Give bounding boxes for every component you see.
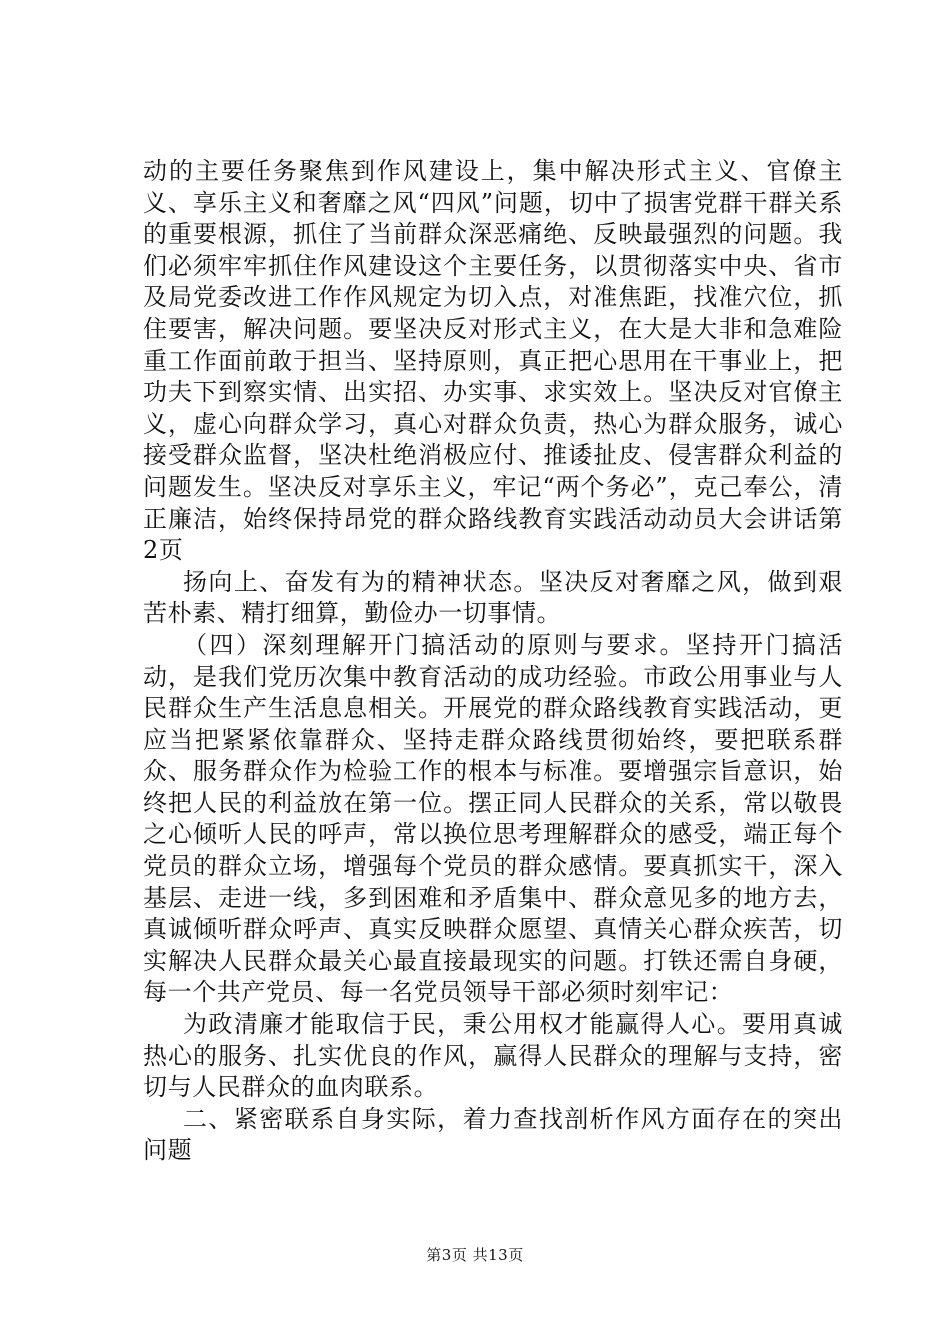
paragraph-3: （四）深刻理解开门搞活动的原则与要求。坚持开门搞活动，是我们党历次集中教育活动的成功经验。市政公用事业与人民群众生产生活息息相关。开展党的群众路线教育实践活动，更应当把紧紧依靠群众、坚持走群众路线贯彻始终，要把联系群众、服务群众作为检验工作的根本与标准。要增强宗旨意识，始终把人民的利益放在第一位。摆正同人民群众的关系，常以敬畏之心倾听人民的呼声，常以换位思考理解群众的感受，端正每个党员的群众立场，增强每个党员的群众感情。要真抓实干，深入基层、走进一线，多到困难和矛盾集中、群众意见多的地方去，真诚倾听群众呼声、真实反映群众愿望、真情关心群众疾苦，切实解决人民群众最关心最直接最现实的问题。打铁还需自身硬，每一个共产党员、每一名党员领导干部必须时刻牢记： [143, 630, 843, 1007]
page-footer: 第3页 共13页 [426, 1246, 524, 1264]
document-body [143, 156, 843, 1167]
paragraph-2: 扬向上、奋发有为的精神状态。坚决反对奢靡之风，做到艰苦朴素、精打细算，勤俭办一切事情。 [143, 567, 843, 628]
paragraph-1: 动的主要任务聚焦到作风建设上，集中解决形式主义、官僚主义、享乐主义和奢靡之风“四风”问题，切中了损害党群干群关系的重要根源，抓住了当前群众深恶痛绝、反映最强烈的问题。我们必须牢牢抓住作风建设这个主要任务，以贯彻落实中央、省市及局党委改进工作作风规定为切入点，对准焦距，找准穴位，抓住要害，解决问题。要坚决反对形式主义，在大是大非和急难险重工作面前敢于担当、坚持原则，真正把心思用在干事业上，把功夫下到察实情、出实招、办实事、求实效上。坚决反对官僚主义，虚心向群众学习，真心对群众负责，热心为群众服务，诚心接受群众监督，坚决杜绝消极应付、推诿扯皮、侵害群众利益的问题发生。坚决反对享乐主义，牢记“两个务必”，克己奉公，清正廉洁，始终保持昂党的群众路线教育实践活动动员大会讲话第2页 [143, 157, 843, 565]
paragraph-5: 二、紧密联系自身实际，着力查找剖析作风方面存在的突出问题 [143, 1104, 843, 1165]
paragraph-4: 为政清廉才能取信于民，秉公用权才能赢得人心。要用真诚热心的服务、扎实优良的作风，赢得人民群众的理解与支持，密切与人民群众的血肉联系。 [143, 1010, 843, 1102]
